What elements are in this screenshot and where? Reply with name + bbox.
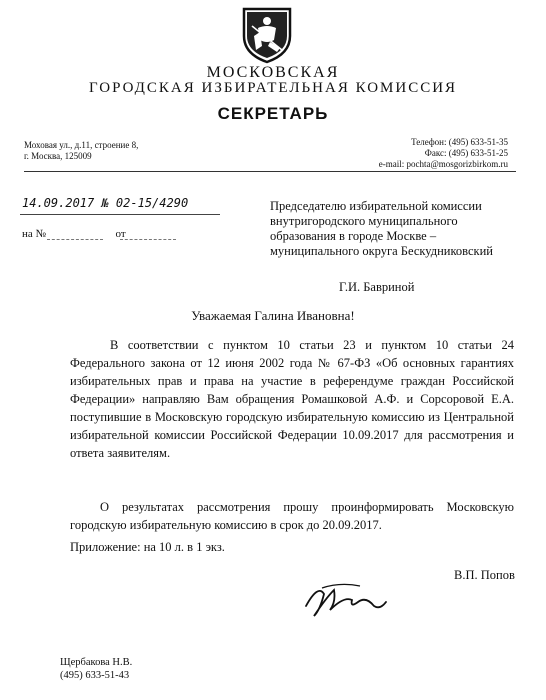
salutation: Уважаемая Галина Ивановна! <box>191 308 355 323</box>
fax-text: Факс: (495) 633-51-25 <box>424 148 508 158</box>
executor-name: Щербакова Н.В. <box>60 657 133 668</box>
reply-to-from-label: от <box>115 228 126 240</box>
recipient-name: Г.И. Бавриной <box>339 280 415 294</box>
registration-date-number: 14.09.2017 № 02-15/4290 <box>22 196 189 210</box>
attachment-note: Приложение: на 10 л. в 1 экз. <box>70 540 225 554</box>
document-title: СЕКРЕТАРЬ <box>217 104 329 123</box>
reply-to-date-blank <box>120 239 176 240</box>
address-line2: г. Москва, 125009 <box>24 151 92 161</box>
reply-to-number-blank <box>47 239 103 240</box>
phone-text: Телефон: (495) 633-51-35 <box>411 137 508 147</box>
executor-phone: (495) 633-51-43 <box>60 670 130 681</box>
address-line1: Моховая ул., д.11, строение 8, <box>24 140 139 150</box>
registration-underline <box>20 214 220 215</box>
contacts-block <box>379 137 508 170</box>
executor-block <box>60 656 132 682</box>
address-block <box>24 140 138 162</box>
org-name-line1: МОСКОВСКАЯ <box>206 64 340 81</box>
letter-paragraph-1: В соответствии с пунктом 10 статьи 23 и пунктом 10 статьи 24 Федерального закона от 12 июня 2002 года № 67-ФЗ «Об основных гарантиях избирательных прав и права на участие в референдуме граждан Российской Федерации» направляю Вам обращения Ромашковой А.Ф. и Сорсоровой Е.А. поступившие в Московскую городскую избирательную комиссию из Центральной избирательной комиссии Российской Федерации 10.09.2017 для рассмотрения и ответа заявителям. <box>70 338 514 460</box>
email-text: e-mail: pochta@mosgorizbirkom.ru <box>378 159 508 169</box>
signer-name: В.П. Попов <box>454 568 515 582</box>
coat-of-arms-emblem <box>240 6 294 64</box>
handwritten-signature <box>300 576 390 620</box>
recipient-position: Председателю избирательной комиссии внутригородского муниципального образования в городе Москве – муниципального округа Бескудниковский <box>270 199 493 258</box>
letter-paragraph-2: О результатах рассмотрения прошу проинформировать Московскую городскую избирательную комиссию в срок до 20.09.2017. <box>70 500 514 532</box>
reply-to-label: на № <box>22 228 47 240</box>
header-divider <box>24 171 516 172</box>
org-name-line2: ГОРОДСКАЯ ИЗБИРАТЕЛЬНАЯ КОМИССИЯ <box>88 80 458 96</box>
